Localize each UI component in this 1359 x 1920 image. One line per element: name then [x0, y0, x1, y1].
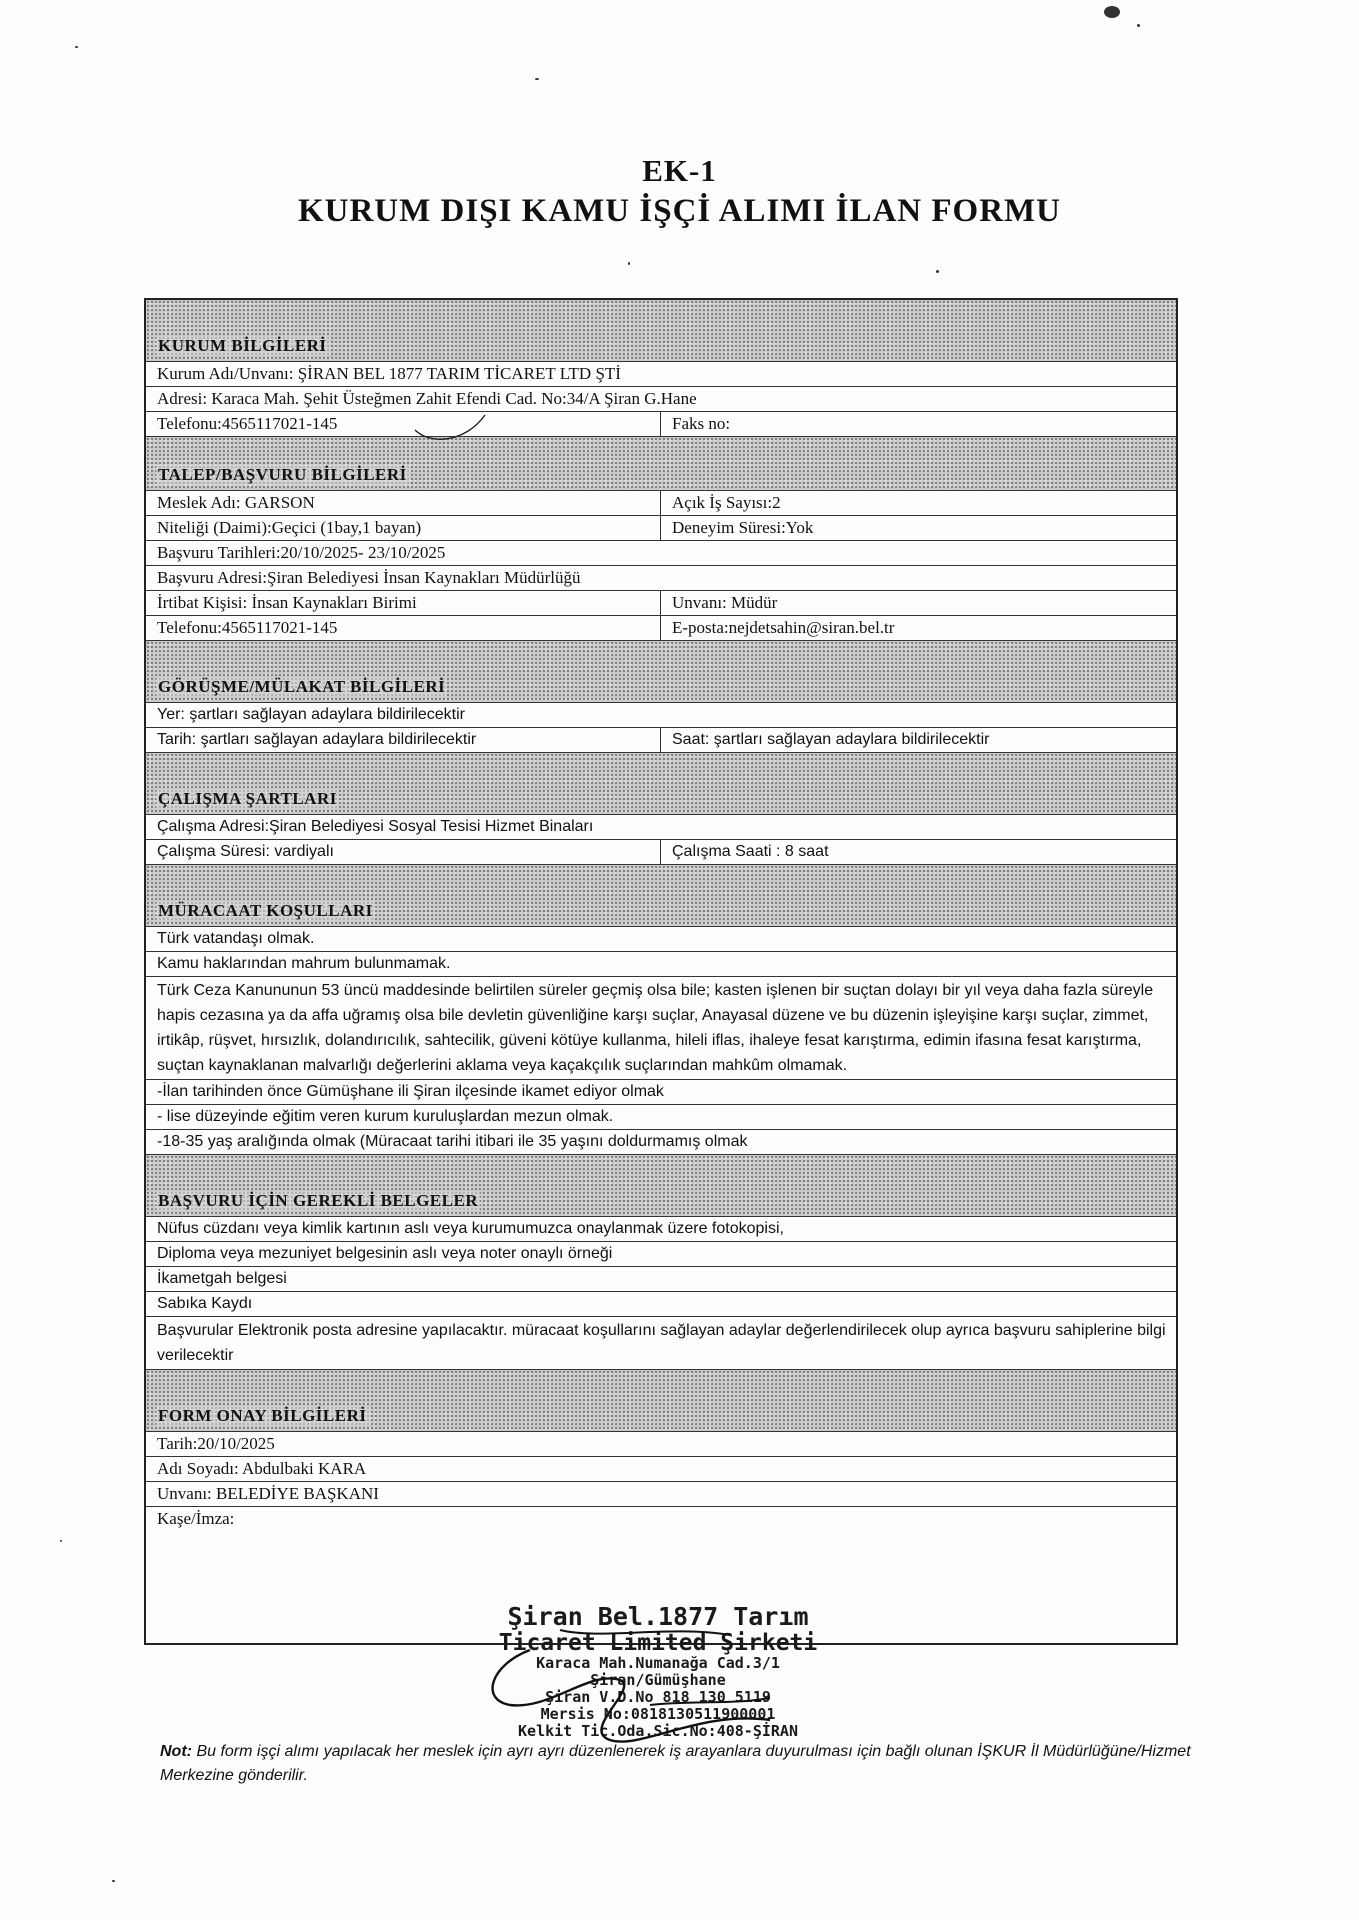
talep-telefon: Telefonu:4565117021-145 [146, 616, 661, 640]
talep-adres-row [146, 566, 1176, 591]
section-onay-title: FORM ONAY BİLGİLERİ [158, 1406, 367, 1425]
muracaat-text: - lise düzeyinde eğitim veren kurum kuruluşlardan mezun olmak. [157, 1108, 614, 1125]
muracaat-item [146, 1080, 1176, 1105]
muracaat-item [146, 927, 1176, 952]
kurum-faks: Faks no: [672, 414, 731, 433]
basvuru-tarihleri: Başvuru Tarihleri:20/10/2025- 23/10/2025 [157, 543, 446, 562]
scan-speck [1137, 24, 1140, 27]
belge-text: Nüfus cüzdanı veya kimlik kartının aslı veya kurumumuzca onaylanmak üzere fotokopisi, [157, 1220, 784, 1237]
deneyim-suresi: Deneyim Süresi:Yok [672, 518, 814, 537]
irtibat-kisisi: İrtibat Kişisi: İnsan Kaynakları Birimi [146, 591, 661, 615]
talep-nitelik-row [146, 516, 1176, 541]
section-talep-header [146, 437, 1176, 491]
gorusme-yer: Yer: şartları sağlayan adaylara bildirilecektir [157, 706, 465, 723]
announcement-form [144, 298, 1178, 1645]
onay-tarih-row [146, 1432, 1176, 1457]
stamp-line-3: Karaca Mah.Numanağa Cad.3/1 [536, 1654, 780, 1672]
talep-meslek-row [146, 491, 1176, 516]
belge-text: Diploma veya mezuniyet belgesinin aslı veya noter onaylı örneği [157, 1245, 613, 1262]
kurum-adres-row [146, 387, 1176, 412]
muracaat-text: -İlan tarihinden önce Gümüşhane ili Şiran ilçesinde ikamet ediyor olmak [157, 1083, 664, 1100]
belge-text: Sabıka Kaydı [157, 1295, 253, 1312]
acik-is-sayisi: Açık İş Sayısı:2 [672, 493, 781, 512]
gorusme-yer-row [146, 703, 1176, 728]
belge-text: Başvurular Elektronik posta adresine yapılacaktır. müracaat koşullarını sağlayan adaylar değerlendirilecek olup ayrıca başvuru sahiplerine bilgi verilecektir [157, 1322, 1166, 1364]
muracaat-text: Kamu haklarından mahrum bulunmamak. [157, 955, 451, 972]
section-belgeler-title: BAŞVURU İÇİN GEREKLİ BELGELER [158, 1191, 479, 1210]
scan-speck [936, 270, 939, 273]
section-gorusme-title: GÖRÜŞME/MÜLAKAT BİLGİLERİ [158, 677, 446, 696]
muracaat-text: -18-35 yaş aralığında olmak (Müracaat tarihi itibari ile 35 yaşını doldurmamış olmak [157, 1133, 748, 1150]
stamp-line-5: Şiran V.D.No 818 130 5119 [545, 1688, 771, 1706]
calisma-saati: Çalışma Saati : 8 saat [672, 843, 829, 860]
muracaat-item [146, 952, 1176, 977]
belge-item [146, 1242, 1176, 1267]
muracaat-item [146, 977, 1176, 1080]
footer-note [160, 1740, 1200, 1788]
irtibat-unvani: Unvanı: Müdür [672, 593, 778, 612]
kurum-adi-row [146, 362, 1176, 387]
muracaat-item [146, 1105, 1176, 1130]
kurum-adres: Adresi: Karaca Mah. Şehit Üsteğmen Zahit Efendi Cad. No:34/A Şiran G.Hane [157, 389, 697, 408]
form-annex-label: EK-1 [642, 153, 717, 188]
niteligi: Niteliği (Daimi):Geçici (1bay,1 bayan) [146, 516, 661, 540]
belge-item [146, 1267, 1176, 1292]
basvuru-adresi: Başvuru Adresi:Şiran Belediyesi İnsan Kaynakları Müdürlüğü [157, 568, 581, 587]
scan-speck [75, 46, 78, 48]
scan-speck [1104, 6, 1120, 18]
scan-speck [535, 78, 539, 80]
belge-item [146, 1217, 1176, 1242]
talep-iletisim-row [146, 616, 1176, 641]
signature-scribble [470, 1610, 830, 1760]
section-calisma-header [146, 753, 1176, 815]
section-onay-header [146, 1370, 1176, 1432]
form-title: KURUM DIŞI KAMU İŞÇİ ALIMI İLAN FORMU [297, 193, 1062, 229]
scan-speck [112, 1880, 115, 1882]
calisma-adresi: Çalışma Adresi:Şiran Belediyesi Sosyal Tesisi Hizmet Binaları [157, 818, 594, 835]
section-kurum-header [146, 300, 1176, 362]
stamp-line-1: Şiran Bel.1877 Tarım [507, 1602, 809, 1631]
belge-item [146, 1317, 1176, 1370]
belge-text: İkametgah belgesi [157, 1270, 287, 1287]
gorusme-tarih-row [146, 728, 1176, 753]
onay-adi-soyadi: Adı Soyadı: Abdulbaki KARA [157, 1459, 367, 1478]
stamp-line-4: Şiran/Gümüşhane [590, 1671, 726, 1689]
onay-unvan-row [146, 1482, 1176, 1507]
note-text: Bu form işçi alımı yapılacak her meslek için ayrı ayrı düzenlenerek iş arayanlara duyurulması için bağlı olunan İŞKUR İl Müdürlüğüne/Hizmet Merkezine gönderilir. [160, 1743, 1191, 1784]
kurum-telefon-row [146, 412, 1176, 437]
calisma-adres-row [146, 815, 1176, 840]
onay-tarih: Tarih:20/10/2025 [157, 1434, 275, 1453]
section-calisma-title: ÇALIŞMA ŞARTLARI [158, 789, 337, 808]
section-talep-title: TALEP/BAŞVURU BİLGİLERİ [158, 465, 407, 484]
gorusme-saat: Saat: şartları sağlayan adaylara bildirilecektir [672, 731, 990, 748]
kase-imza-label: Kaşe/İmza: [157, 1509, 235, 1528]
onay-adsoyad-row [146, 1457, 1176, 1482]
kurum-telefon: Telefonu:4565117021-145 [146, 412, 661, 436]
section-gorusme-header [146, 641, 1176, 703]
stamp-line-6: Mersis No:0818130511900001 [540, 1705, 776, 1723]
note-label: Not: [160, 1743, 192, 1760]
talep-eposta: E-posta:nejdetsahin@siran.bel.tr [672, 618, 895, 637]
onay-unvani: Unvanı: BELEDİYE BAŞKANI [157, 1484, 379, 1503]
belge-item [146, 1292, 1176, 1317]
muracaat-text: Türk Ceza Kanununun 53 üncü maddesinde belirtilen süreler geçmiş olsa bile; kasten işlenen bir suçtan dolayı bir yıl veya daha fazla süreyle hapis cezasına ya da affa uğramış olsa bile devletin güvenliğine karşı suçlar, Anayasal düzene ve bu düzenin işleyişine karşı suçlar, zimmet, irtikâp, rüşvet, hırsızlık, dolandırıcılık, sahtecilik, güveni kötüye kullanma, hileli iflas, ihaleye fesat karıştırma, edimin ifasına fesat karıştırma, suçtan kaynaklanan malvarlığı değerlerini aklama veya kaçakçılık suçlarından mahkûm olmamak. [157, 982, 1154, 1074]
section-muracaat-title: MÜRACAAT KOŞULLARI [158, 901, 373, 920]
talep-tarih-row [146, 541, 1176, 566]
kurum-adi: Kurum Adı/Unvanı: ŞİRAN BEL 1877 TARIM TİCARET LTD ŞTİ [157, 364, 621, 383]
muracaat-text: Türk vatandaşı olmak. [157, 930, 315, 947]
talep-irtibat-row [146, 591, 1176, 616]
gorusme-tarih: Tarih: şartları sağlayan adaylara bildirilecektir [146, 728, 661, 752]
stamp-line-7: Kelkit Tic.Oda.Sic.No:408-ŞİRAN [518, 1722, 798, 1740]
meslek-adi: Meslek Adı: GARSON [146, 491, 661, 515]
calisma-sure-row [146, 840, 1176, 865]
scan-speck [60, 1540, 62, 1542]
muracaat-item [146, 1130, 1176, 1155]
section-belgeler-header [146, 1155, 1176, 1217]
section-kurum-title: KURUM BİLGİLERİ [158, 336, 327, 355]
pen-mark [410, 405, 490, 445]
calisma-suresi: Çalışma Süresi: vardiyalı [146, 840, 661, 864]
stamp-line-2: Ticaret Limited Şirketi [498, 1630, 818, 1656]
section-muracaat-header [146, 865, 1176, 927]
scan-speck [628, 262, 630, 265]
